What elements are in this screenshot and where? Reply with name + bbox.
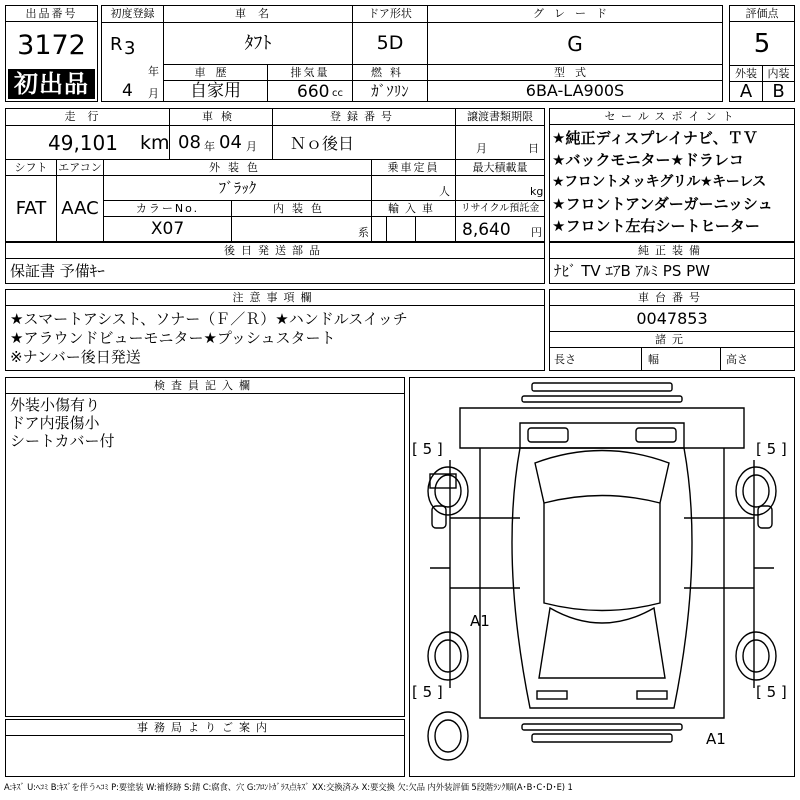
int-color-label: 内装色	[273, 202, 330, 215]
length-label: 長さ	[554, 353, 576, 366]
aircon-label: エアコン	[58, 161, 102, 174]
inspector-note-item: 外装小傷有り	[10, 396, 101, 414]
selling-point-item: ★純正ディスプレイナビ、ＴＶ	[552, 129, 758, 147]
height-label: 高さ	[726, 353, 748, 366]
selling-point-item: ★フロントアンダーガーニッシュ	[552, 195, 773, 213]
inspection-year-unit: 年	[204, 140, 215, 153]
details-grid	[5, 108, 545, 242]
car-name-label: 車名	[235, 7, 281, 20]
exterior-value: A	[739, 82, 753, 101]
damage-diagram-box	[409, 377, 795, 777]
selling-point-item: ★フロントメッキグリル★キーレス	[552, 174, 766, 190]
inspector-label: 検査員記入欄	[6, 378, 404, 394]
first-reg-year: 3	[124, 38, 136, 59]
notes-label: 注意事項欄	[6, 290, 544, 306]
office-label: 事務局よりご案内	[6, 720, 404, 736]
tire-tread-front-right: [ 5 ]	[756, 440, 787, 458]
mileage-value: 49,101	[48, 131, 118, 155]
model-code-label: 型式	[554, 66, 596, 79]
office-box	[5, 719, 405, 777]
notes-box	[5, 289, 545, 371]
lot-number-box	[5, 5, 98, 102]
grade-label: グレード	[533, 7, 617, 20]
note-item: ★アラウンドビューモニター★プッシュスタート	[10, 329, 336, 347]
inspection-year: 08	[178, 132, 201, 153]
inspection-label: 車検	[202, 110, 240, 123]
grade-value: G	[567, 31, 583, 56]
displacement-value: 660	[297, 82, 330, 102]
chassis-label: 車台番号	[550, 290, 794, 306]
reg-no-label: 登録番号	[330, 110, 398, 123]
inspection-month: 04	[219, 132, 242, 153]
ext-color-value: ﾌﾞﾗｯｸ	[218, 178, 257, 197]
inspection-month-unit: 月	[246, 140, 257, 153]
transfer-month-unit: 月	[476, 142, 487, 155]
dims-label: 諸元	[550, 331, 794, 348]
selling-points-label: セールスポイント	[550, 109, 794, 125]
tire-tread-rear-right: [ 5 ]	[756, 683, 787, 701]
note-item: ※ナンバー後日発送	[10, 348, 141, 366]
era-value: R	[110, 34, 123, 55]
shift-label: シフト	[14, 161, 48, 174]
color-no-label: カラーNo.	[135, 202, 200, 215]
history-label: 車歴	[194, 66, 237, 79]
ext-color-label: 外装色	[209, 161, 266, 174]
fuel-label: 燃料	[371, 66, 409, 79]
later-parts-box	[5, 242, 545, 284]
capacity-label: 乗車定員	[387, 161, 440, 174]
inspector-note-item: シートカバー付	[10, 432, 115, 450]
first-reg-month: 4	[122, 81, 133, 101]
reg-no-value: Ｎｏ後日	[290, 134, 355, 153]
genuine-value: ﾅﾋﾞ TV ｴｱB ｱﾙﾐ PS PW	[554, 262, 710, 280]
score-label: 評価点	[730, 6, 794, 22]
recycle-label: リサイクル預託金	[460, 203, 540, 214]
color-sys-unit: 系	[358, 226, 369, 239]
transfer-day-unit: 日	[528, 142, 539, 155]
note-item: ★スマートアシスト、ソナー（Ｆ／Ｒ）★ハンドルスイッチ	[10, 310, 408, 328]
door-label: ドア形状	[368, 7, 412, 20]
chassis-box	[549, 289, 795, 371]
color-no-value: X07	[150, 218, 185, 239]
interior-label: 内装	[767, 67, 790, 80]
aircon-value: AAC	[61, 197, 99, 219]
history-value: 自家用	[190, 81, 241, 101]
recycle-value: 8,640	[462, 220, 511, 240]
year-unit: 年	[148, 65, 159, 78]
genuine-label: 純正装備	[550, 243, 794, 259]
transfer-due-label: 譲渡書類期限	[467, 110, 533, 123]
score-value: 5	[753, 29, 771, 59]
door-value: 5D	[376, 32, 404, 54]
mileage-label: 走行	[64, 110, 111, 123]
car-diagram-svg	[410, 378, 794, 776]
km-unit: km	[140, 132, 170, 154]
cc-unit: cc	[332, 88, 343, 99]
score-box	[729, 5, 795, 102]
max-load-label: 最大積載量	[472, 161, 528, 174]
model-code-value: 6BA-LA900S	[525, 81, 625, 100]
width-label: 幅	[648, 353, 659, 366]
lot-number-label: 出品番号	[6, 6, 97, 22]
kg-unit: kg	[530, 185, 544, 198]
inspector-box	[5, 377, 405, 717]
inspector-note-item: ドア内張傷小	[10, 414, 100, 432]
first-reg-label: 初度登録	[110, 7, 155, 20]
yen-unit: 円	[531, 226, 542, 239]
selling-points-box	[549, 108, 795, 242]
lot-number-value: 3172	[17, 29, 86, 61]
later-parts-label: 後日発送部品	[6, 243, 544, 259]
interior-value: B	[772, 82, 785, 101]
displacement-label: 排気量	[290, 66, 330, 79]
person-unit: 人	[439, 185, 450, 198]
damage-mark: A1	[470, 612, 490, 630]
damage-mark: A1	[706, 730, 726, 748]
fuel-value: ｶﾞｿﾘﾝ	[371, 81, 409, 100]
exterior-label: 外装	[735, 67, 757, 80]
tire-tread-rear-left: [ 5 ]	[412, 683, 443, 701]
selling-point-item: ★バックモニター★ドラレコ	[552, 151, 744, 169]
chassis-value: 0047853	[636, 309, 708, 328]
tire-tread-front-left: [ 5 ]	[412, 440, 443, 458]
selling-point-item: ★フロント左右シートヒーター	[552, 217, 760, 235]
import-label: 輸入車	[388, 202, 439, 215]
car-name-value: ﾀﾌﾄ	[244, 32, 272, 54]
shift-value: FAT	[15, 197, 47, 219]
genuine-equipment-box	[549, 242, 795, 284]
legend-text: A:ｷｽﾞ U:ﾍｺﾐ B:ｷｽﾞを伴うﾍｺﾐ P:要塗装 W:補修跡 S:錆 C:腐食、穴 G:ﾌﾛﾝﾄｶﾞﾗｽ点ｷｽﾞ XX:交換済み X:要交換 欠:欠品 内外装評価 5段階ﾗﾝｸ順(A･B･C･D･E) 1	[4, 782, 573, 792]
month-unit: 月	[148, 87, 159, 100]
main-info-grid	[101, 5, 723, 102]
first-listing-badge: 初出品	[8, 69, 95, 99]
later-parts-value: 保証書 予備ｷｰ	[10, 262, 105, 280]
